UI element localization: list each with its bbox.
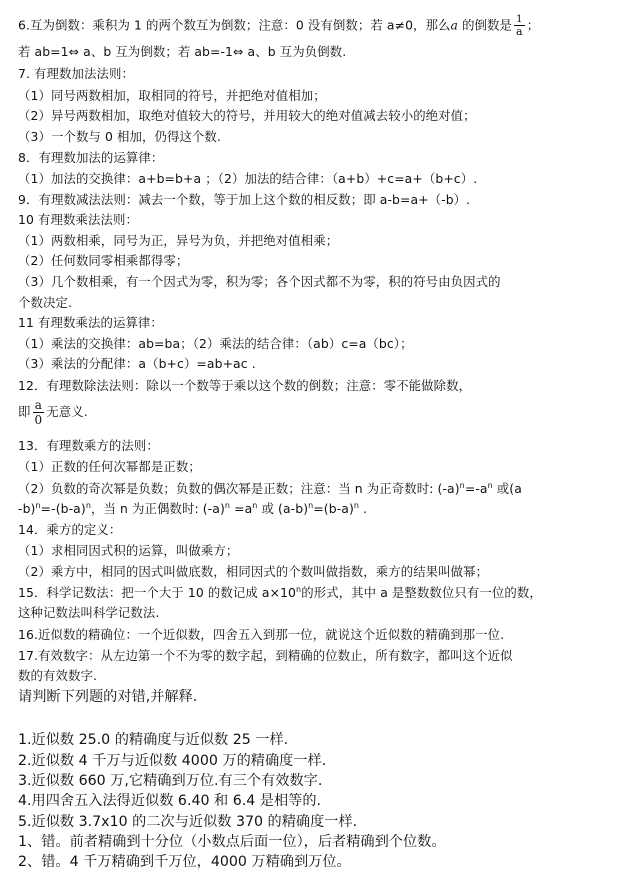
fraction-numerator: 1 — [516, 14, 523, 25]
rule-17: 17.有效数字：从左边第一个不为零的数字起，到精确的位数止，所有数字，都叫这个近似 — [18, 648, 513, 663]
rule-11-heading: 11 有理数乘法的运算律： — [18, 315, 163, 330]
rule-12-note — [18, 398, 88, 427]
rule-7-heading: 7. 有理数加法法则： — [18, 66, 134, 81]
question-5: 5.近似数 3.7x10 的二次与近似数 370 的精确度一样. — [18, 814, 358, 830]
rule-7-item-1: （1）同号两数相加，取相同的符号，并把绝对值相加； — [18, 88, 326, 103]
rule-13-cont-d: =a — [230, 501, 253, 516]
exponent-n: n — [224, 501, 231, 510]
rule-10-item-2: （2）任何数同零相乘都得零； — [18, 253, 189, 268]
rule-13-heading: 13．有理数乘方的法则： — [18, 438, 159, 453]
exponent-n: n — [353, 501, 360, 510]
rule-8-heading: 8．有理数加法的运算律： — [18, 150, 164, 165]
fraction-denominator: a — [516, 25, 523, 38]
rule-7-item-2: （2）异号两数相加，取绝对值较大的符号，并用较大的绝对值减去较小的绝对值； — [18, 108, 476, 123]
fraction-denominator: 0 — [34, 413, 43, 427]
rule-13-cont-b: =-(b-a) — [40, 501, 86, 516]
rule-13-cont-a: -b) — [18, 501, 36, 516]
rule-6-line-2: 若 ab=1⇔ a、b 互为倒数；若 ab=-1⇔ a、b 互为负倒数. — [18, 44, 347, 59]
rule-12-note-pre: 即 — [18, 404, 31, 419]
rule-13-item-2-text-b: =-a — [464, 481, 488, 496]
exponent-n: n — [308, 501, 314, 510]
exponent-n: n — [296, 585, 302, 594]
rule-13-item-2-text: （2）负数的奇次幂是负数；负数的偶次幂是正数；注意：当 n 为正奇数时: (-a) — [18, 481, 460, 496]
rule-12-note-post: 无意义. — [46, 404, 88, 419]
exponent-n: n — [35, 501, 41, 510]
exponent-n: n — [85, 501, 91, 510]
answer-2: 2、错。4 千万精确到千万位，4000 万精确到万位。 — [18, 854, 351, 870]
rule-6-variable: a — [450, 17, 459, 33]
rule-14-heading: 14．乘方的定义： — [18, 522, 122, 537]
rule-13-item-2-cont — [18, 501, 367, 517]
rule-10-item-3-cont: 个数决定. — [18, 295, 73, 310]
rule-16: 16.近似数的精确位：一个近似数，四舍五入到那一位，就说这个近似数的精确到那一位. — [18, 627, 505, 642]
rule-13-cont-g: . — [359, 501, 368, 516]
rule-13-cont-c: ，当 n 为正偶数时: (-a) — [90, 501, 225, 516]
rule-15-cont: 这种记数法叫科学记数法. — [18, 605, 160, 620]
rule-8-item-1: （1）加法的交换律：a+b=b+a ；（2）加法的结合律：（a+b）+c=a+（b+c）. — [18, 171, 478, 186]
reciprocal-fraction — [514, 14, 525, 38]
question-title: 请判断下列题的对错,并解释. — [18, 689, 198, 705]
rule-10-heading: 10 有理数乘法法则： — [18, 212, 138, 227]
question-2: 2.近似数 4 千万与近似数 4000 万的精确度一样. — [18, 753, 327, 769]
rule-15-text-b: 的形式，其中 a 是整数数位只有一位的数， — [301, 585, 542, 600]
question-1: 1.近似数 25.0 的精确度与近似数 25 一样. — [18, 732, 289, 748]
rule-11-item-2: （3）乘法的分配律：a（b+c）=ab+ac . — [18, 356, 256, 371]
fraction-numerator: a — [34, 398, 42, 412]
rule-14-item-1: （1）求相同因式积的运算，叫做乘方； — [18, 543, 239, 558]
rule-6-text: 6.互为倒数：乘积为 1 的两个数互为倒数；注意：0 没有倒数；若 a≠0，那么 — [18, 17, 451, 33]
rule-17-cont: 数的有效数字. — [18, 668, 97, 683]
rule-10-item-3: （3）几个数相乘，有一个因式为零，积为零；各个因式都不为零，积的符号由负因式的 — [18, 274, 501, 289]
rule-7-item-3: （3）一个数与 0 相加，仍得这个数. — [18, 129, 221, 144]
rule-6-text-b: 的倒数是 — [458, 17, 513, 33]
rule-13-cont-e: 或 (a-b) — [257, 501, 309, 516]
rule-13-item-2 — [18, 481, 522, 497]
rule-14-item-2: （2）乘方中，相同的因式叫做底数，相同因式的个数叫做指数，乘方的结果叫做幂； — [18, 564, 489, 579]
exponent-n: n — [459, 481, 465, 490]
a-over-zero-fraction — [33, 398, 45, 427]
rule-6-text-c: ； — [526, 17, 540, 33]
rule-10-item-1: （1）两数相乘，同号为正，异号为负，并把绝对值相乘； — [18, 233, 339, 248]
rule-9: 9．有理数减法法则：减去一个数，等于加上这个数的相反数；即 a-b=a+（-b）. — [18, 192, 471, 207]
rule-13-cont-f: =(b-a) — [313, 501, 354, 516]
rule-15-text: 15．科学记数法：把一个大于 10 的数记成 a×10 — [18, 585, 297, 600]
rule-15 — [18, 585, 542, 601]
rule-12: 12．有理数除法法则：除以一个数等于乘以这个数的倒数；注意：零不能做除数， — [18, 378, 472, 393]
question-4: 4.用四舍五入法得近似数 6.40 和 6.4 是相等的. — [18, 793, 322, 809]
rule-13-item-2-text-c: 或(a — [492, 481, 522, 496]
exponent-n: n — [252, 501, 258, 510]
rule-11-item-1: （1）乘法的交换律：ab=ba；（2）乘法的结合律：（ab）c=a（bc）； — [18, 336, 413, 351]
exponent-n: n — [487, 481, 493, 490]
rule-6-line-1 — [18, 14, 539, 38]
rule-13-item-1: （1）正数的任何次幂都是正数； — [18, 459, 201, 474]
answer-1: 1、错。前者精确到十分位（小数点后面一位），后者精确到个位数。 — [18, 834, 446, 850]
question-3: 3.近似数 660 万,它精确到万位.有三个有效数字. — [18, 773, 323, 789]
